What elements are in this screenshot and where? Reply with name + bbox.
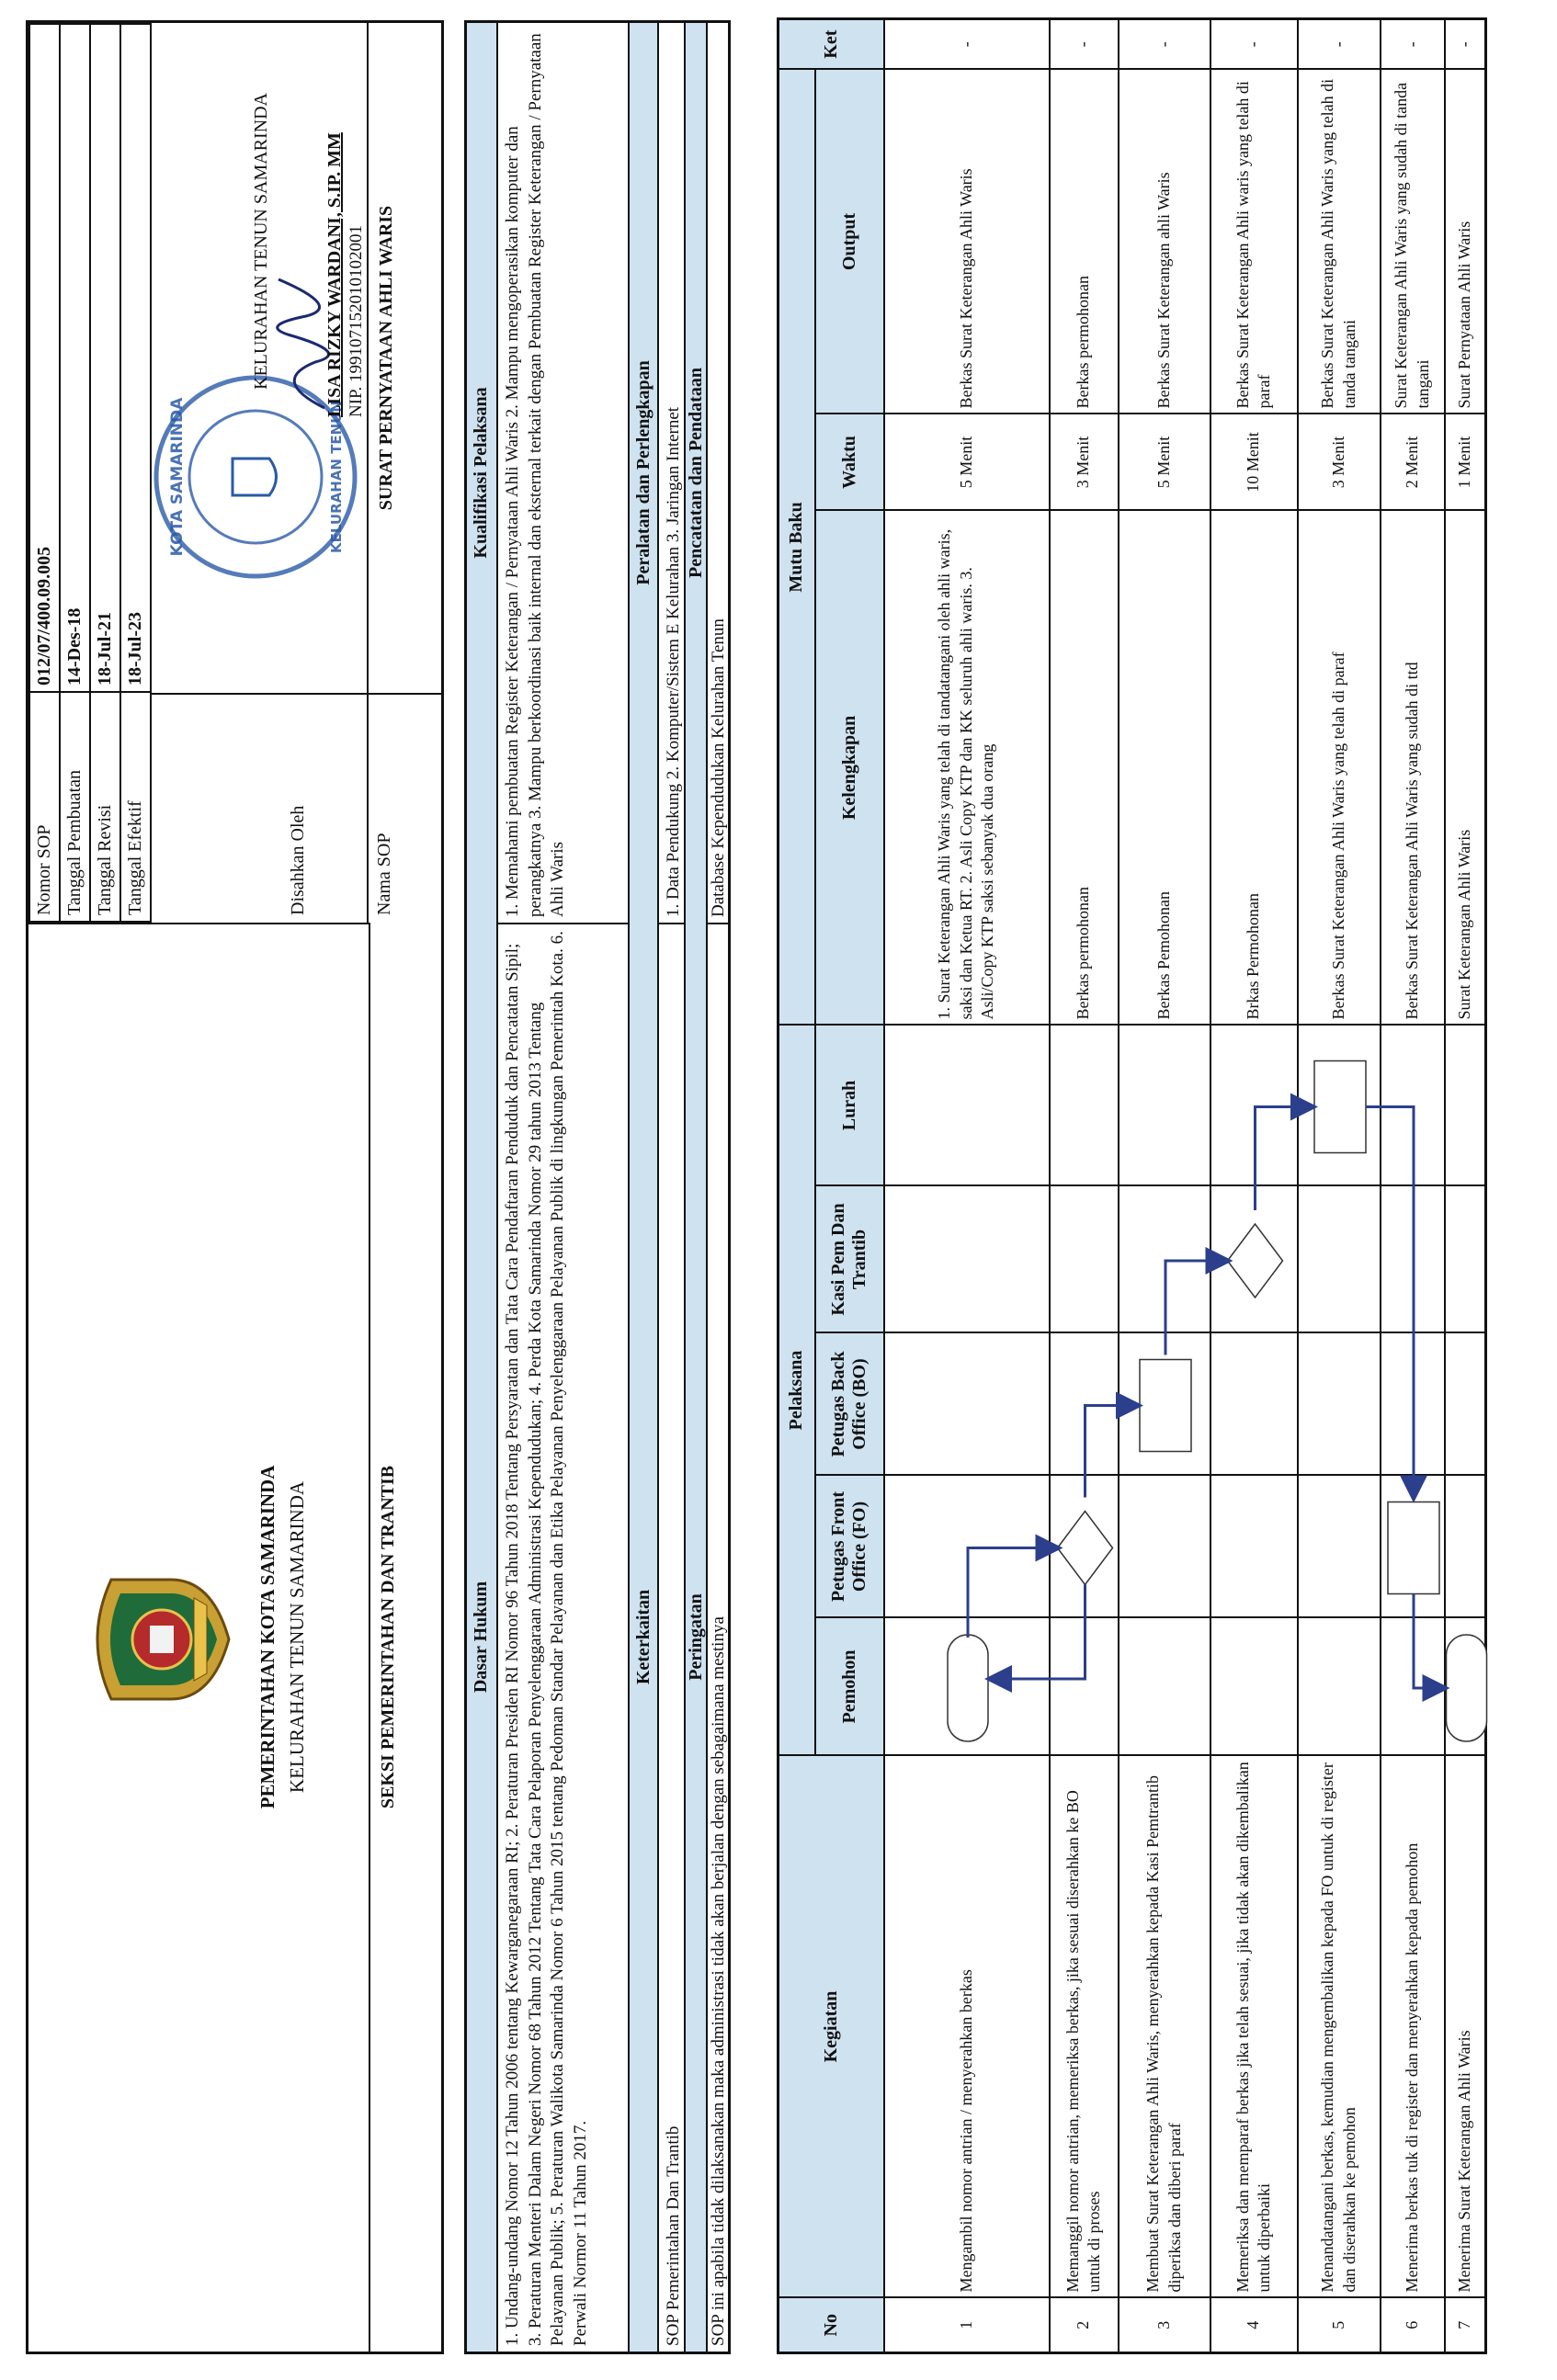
swimlane-cell [1050,1476,1119,1618]
step-activity: Membuat Surat Keterangan Ahli Waris, menyerahkan kepada Kasi Pemtrantib diperiksa dan diberi paraf [1119,1756,1210,2298]
keterkaitan-title: Keterkaitan [628,923,659,2352]
step-activity: Menandatangani berkas, kemudian mengembalikan kepada FO untuk di register dan diserahkan ke pemohon [1298,1756,1381,2298]
step-kelengkapan: Berkas Pemohonan [1119,510,1210,1025]
legal-block [464,20,731,2354]
swimlane-cell [1381,1186,1445,1333]
step-waktu: 5 Menit [884,414,1050,510]
step-no: 5 [1298,2298,1381,2353]
step-ket: - [884,18,1050,69]
step-no: 6 [1381,2298,1445,2353]
flow-row [1210,18,1298,2352]
mutu-col: Output [815,69,884,414]
swimlane-cell [1210,1476,1298,1618]
actor-col: Petugas Back Office (BO) [815,1333,884,1476]
step-kelengkapan: Brkas Permohonan [1210,510,1298,1025]
flow-row [1298,18,1381,2352]
swimlane-cell [1210,1618,1298,1756]
swimlane-cell [1050,1618,1119,1756]
meta-label: Tanggal Pembuatan [60,692,90,922]
keterkaitan-text: SOP Pemerintahan Dan Trantib [664,2125,683,2346]
swimlane-cell [1050,1025,1119,1185]
swimlane-cell [1119,1186,1210,1333]
swimlane-cell [884,1186,1050,1333]
flow-row [1445,18,1486,2352]
step-no: 4 [1210,2298,1298,2353]
meta-value: 14-Des-18 [60,24,90,692]
step-waktu: 3 Menit [1298,414,1381,510]
col-ket: Ket [778,18,884,69]
section-title: SEKSI PEMERINTAHAN DAN TRANTIB [369,923,447,2352]
svg-text:KOTA SAMARINDA: KOTA SAMARINDA [168,397,187,557]
step-ket: - [1445,18,1486,69]
step-output: Berkas Surat Keterangan ahli Waris [1119,69,1210,414]
step-activity: Menerima berkas tuk di register dan menyerahkan kepada pemohon [1381,1756,1445,2298]
mutu-col: Waktu [815,414,884,510]
step-no: 3 [1119,2298,1210,2353]
step-kelengkapan: Berkas Surat Keterangan Ahli Waris yang telah di paraf [1298,510,1381,1025]
swimlane-cell [1210,1186,1298,1333]
step-waktu: 5 Menit [1119,414,1210,510]
meta-label: Tanggal Efektif [120,692,151,922]
sop-name-label: Nama SOP [369,693,441,923]
step-activity: Mengambil nomor antrian / menyerahkan berkas [884,1756,1050,2298]
step-kelengkapan: 1. Surat Keterangan Ahli Waris yang telah di tandatangani oleh ahli waris, saksi dan Ketua RT. 2. Asli Copy KTP dan KK seluruh ahli waris. 3. Asli/Copy KTP saksi sebanyak dua orang [884,510,1050,1025]
swimlane-cell [1050,1186,1119,1333]
swimlane-cell [1381,1333,1445,1476]
swimlane-cell [1119,1476,1210,1618]
flow-row [1381,18,1445,2352]
step-activity: Memanggil nomor antrian, memeriksa berkas, jika sesuai diserahkan ke BO untuk di proses [1050,1756,1119,2298]
swimlane-cell [884,1333,1050,1476]
approved-label: Disahkan Oleh [288,805,308,915]
swimlane-cell [1445,1186,1486,1333]
step-output: Surat Keterangan Ahli Waris yang sudah di tanda tangani [1381,69,1445,414]
step-waktu: 10 Menit [1210,414,1298,510]
swimlane-cell [1119,1025,1210,1185]
sop-meta [28,23,441,923]
kualifikasi-title: Kualifikasi Pelaksana [467,23,498,923]
step-kelengkapan: Surat Keterangan Ahli Waris [1445,510,1486,1025]
step-output: Berkas Surat Keterangan Ahli waris yang telah di paraf [1210,69,1298,414]
actor-col: Petugas Front Office (FO) [815,1476,884,1618]
approver-nip: NIP. 199107152010102001 [347,224,366,417]
step-activity: Memeriksa dan memparaf berkas jika telah sesuai, jika tidak akan dikembalikan untuk diperbaiki [1210,1756,1298,2298]
swimlane-cell [1119,1618,1210,1756]
meta-value: 18-Jul-21 [90,24,120,692]
actor-col: Lurah [815,1025,884,1185]
pencatatan-title: Pencatatan dan Pendataan [684,23,708,923]
meta-value: 012/07/400.09.005 [29,24,60,692]
step-ket: - [1050,18,1119,69]
legal-left [467,923,728,2352]
step-kelengkapan: Berkas permohonan [1050,510,1119,1025]
step-activity: Menerima Surat Keterangan Ahli Waris [1445,1756,1486,2298]
step-no: 1 [884,2298,1050,2353]
header-block [26,20,444,2354]
peralatan-text: 1. Data Pendukung 2. Komputer/Sistem E Kelurahan 3. Jaringan Internet [664,406,683,917]
step-waktu: 3 Menit [1050,414,1119,510]
swimlane-cell [1381,1476,1445,1618]
swimlane-cell [1298,1476,1381,1618]
step-ket: - [1119,18,1210,69]
swimlane-cell [1381,1025,1445,1185]
approver-org: KELURAHAN TENUN SAMARINDA [251,93,271,390]
meta-table [28,23,152,923]
step-ket: - [1298,18,1381,69]
approver-name: LISA RIZKY WARDANI, S.IP. MM [324,132,345,417]
dasar-title: Dasar Hukum [467,923,498,2352]
flow-row [884,18,1050,2352]
swimlane-cell [884,1618,1050,1756]
peringatan-title: Peringatan [684,923,708,2352]
org-line1: PEMERINTAHAN KOTA SAMARINDA [256,1465,278,1809]
peringatan-text: SOP ini apabila tidak dilaksanakan maka administrasi tidak akan berjalan dengan sebagaimana mestinya [709,1616,728,2346]
swimlane-cell [1445,1333,1486,1476]
sop-name: SURAT PERNYATAAN AHLI WARIS [376,205,396,511]
org-line2: KELURAHAN TENUN SAMARINDA [286,1480,308,1794]
org-area [28,923,398,2352]
swimlane-cell [1298,1186,1381,1333]
city-logo [84,1561,231,1717]
mutu-col: Kelengkapan [815,510,884,1025]
step-no: 2 [1050,2298,1119,2353]
swimlane-cell [1298,1025,1381,1185]
kualifikasi-text: 1. Memahami pembuatan Register Keterangan / Pernyataan Ahli Waris 2. Mampu mengoperasikan komputer dan perangkatnya 3. Mampu berkoordinasi baik internal dan eksternal terkait dengan Pembuatan Register Keterangan / Pernyataan Ahli Waris [503,33,568,917]
actor-col: Kasi Pem Dan Trantib [815,1186,884,1333]
step-output: Berkas Surat Keterangan Ahli Waris [884,69,1050,414]
swimlane-cell [884,1476,1050,1618]
flow-block [777,20,1530,2354]
peralatan-title: Peralatan dan Perlengkapan [628,23,659,923]
meta-row [120,24,151,922]
meta-label: Nomor SOP [29,692,60,922]
pencatatan-text: Database Kependudukan Kelurahan Tenun [709,618,728,917]
col-kegiatan: Kegiatan [778,1756,884,2298]
step-output: Berkas Surat Keterangan Ahli Waris yang telah di tanda tangani [1298,69,1381,414]
step-ket: - [1381,18,1445,69]
swimlane-cell [1050,1333,1119,1476]
col-no: No [778,2298,884,2353]
col-mutu: Mutu Baku [778,69,815,1025]
swimlane-cell [1210,1025,1298,1185]
swimlane-cell [1381,1618,1445,1756]
swimlane-cell [884,1025,1050,1185]
meta-row [60,24,90,922]
flow-row [1119,18,1210,2352]
meta-label: Tanggal Revisi [90,692,120,922]
approval-label-cell [150,693,369,923]
swimlane-cell [1445,1618,1486,1756]
approval-area [150,23,369,693]
meta-value: 18-Jul-23 [120,24,151,692]
meta-row [90,24,120,922]
step-kelengkapan: Berkas Surat Keterangan Ahli Waris yang sudah di ttd [1381,510,1445,1025]
swimlane-cell [1210,1333,1298,1476]
dasar-text: 1. Undang-undang Nomor 12 Tahun 2006 tentang Kewarganegaraan RI; 2. Peraturan Presiden RI Nomor 96 Tahun 2018 Tentang Persyaratan dan Tata Cara Pendaftaran Penduduk dan Pencatatan Sipil; 3. Peraturan Menteri Dalam Negeri Nomor 68 Tahun 2012 Tentang Tata Cara Pelaporan Penyelenggaraan Administrasi Kependudukan; 4. Perda Kota Samarinda Nomor 29 tahun 2013 Tentang Pelayanan Publik; 5. Peraturan Walikota Samarinda Nomor 6 Tahun 2015 tentang Pedoman Standar Pelayanan dan Etika Pelayanan Penyelenggaraan Pelayanan Publik di lingkungan Pemerintah Kota. 6. Perwali Normor 11 Tahun 2017. [503,931,591,2346]
flow-table [777,17,1487,2354]
swimlane-cell [1298,1618,1381,1756]
flow-row [1050,18,1119,2352]
actor-col: Pemohon [815,1618,884,1756]
swimlane-cell [1445,1476,1486,1618]
swimlane-cell [1119,1333,1210,1476]
step-waktu: 1 Menit [1445,414,1486,510]
step-output: Surat Pernyataan Ahli Waris [1445,69,1486,414]
step-output: Berkas permohonan [1050,69,1119,414]
meta-row [29,24,60,922]
legal-right [467,23,728,923]
col-pelaksana: Pelaksana [778,1025,815,1755]
step-ket: - [1210,18,1298,69]
step-waktu: 2 Menit [1381,414,1445,510]
svg-text:KELURAHAN TENUN: KELURAHAN TENUN [328,401,345,553]
swimlane-cell [1298,1333,1381,1476]
step-no: 7 [1445,2298,1486,2353]
swimlane-cell [1445,1025,1486,1185]
